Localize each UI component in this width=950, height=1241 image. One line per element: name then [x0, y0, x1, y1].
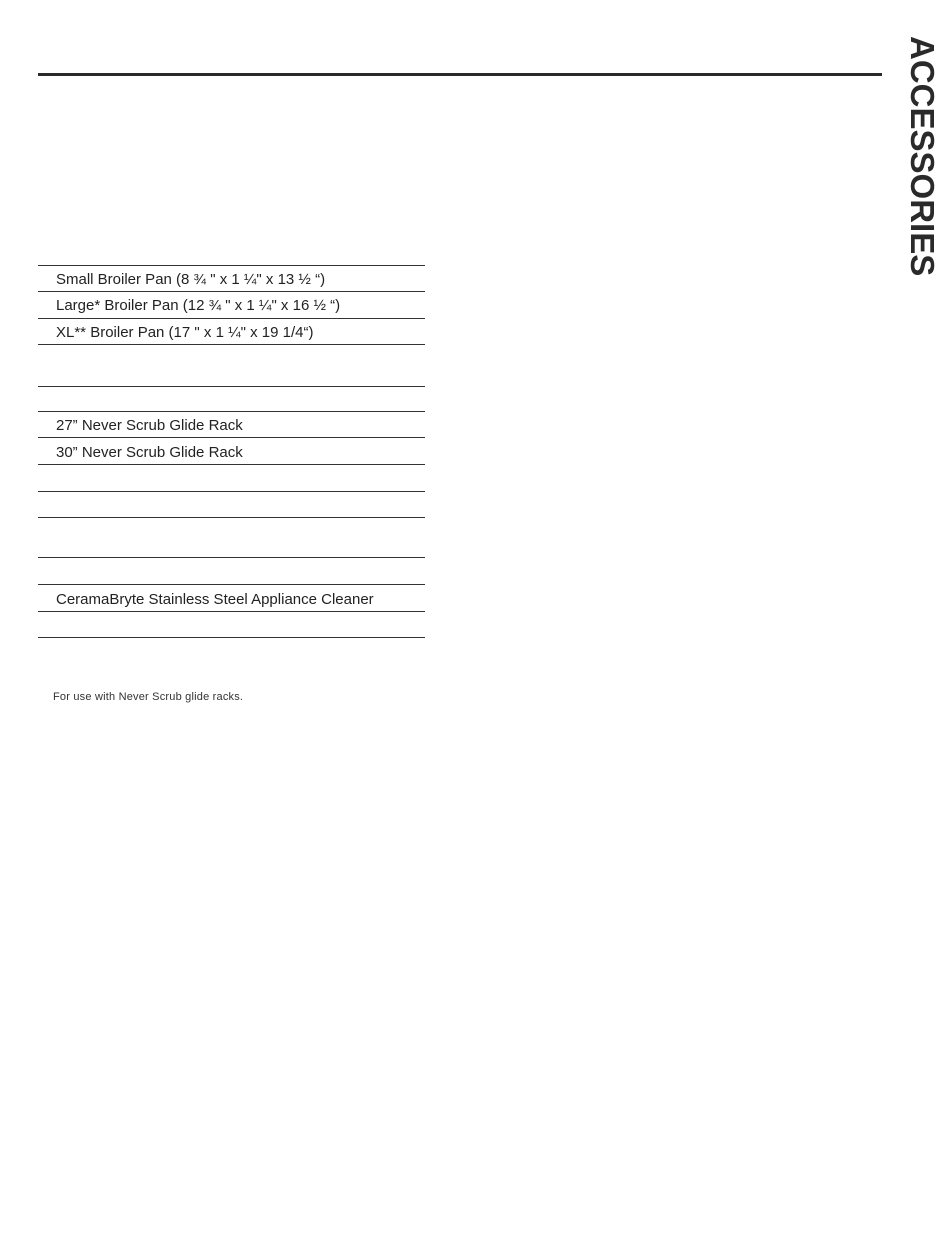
table-row — [38, 386, 425, 411]
table-row — [38, 344, 425, 386]
table-row — [38, 291, 425, 318]
table-row — [38, 464, 425, 491]
header-rule — [38, 73, 882, 76]
table-row — [38, 265, 425, 291]
footnote: For use with Never Scrub glide racks. — [53, 691, 244, 703]
row-label: 30” Never Scrub Glide Rack — [56, 444, 243, 461]
table-row — [38, 318, 425, 344]
table-row — [38, 557, 425, 584]
row-label: 27” Never Scrub Glide Rack — [56, 417, 243, 434]
section-tab-accessories: ACCESSORIES — [904, 36, 941, 277]
table-row — [38, 611, 425, 637]
table-row — [38, 437, 425, 464]
table-row — [38, 517, 425, 557]
row-label: XL** Broiler Pan (17 " x 1 ¼" x 19 1/4“) — [56, 324, 314, 341]
row-label: Large* Broiler Pan (12 ¾ " x 1 ¼" x 16 ½ “) — [56, 297, 341, 314]
table-row — [38, 411, 425, 437]
row-label: CeramaBryte Stainless Steel Appliance Cleaner — [56, 591, 374, 608]
table-bottom-rule — [38, 637, 425, 638]
table-row — [38, 584, 425, 611]
table-row — [38, 491, 425, 517]
row-label: Small Broiler Pan (8 ¾ " x 1 ¼" x 13 ½ “) — [56, 271, 326, 288]
